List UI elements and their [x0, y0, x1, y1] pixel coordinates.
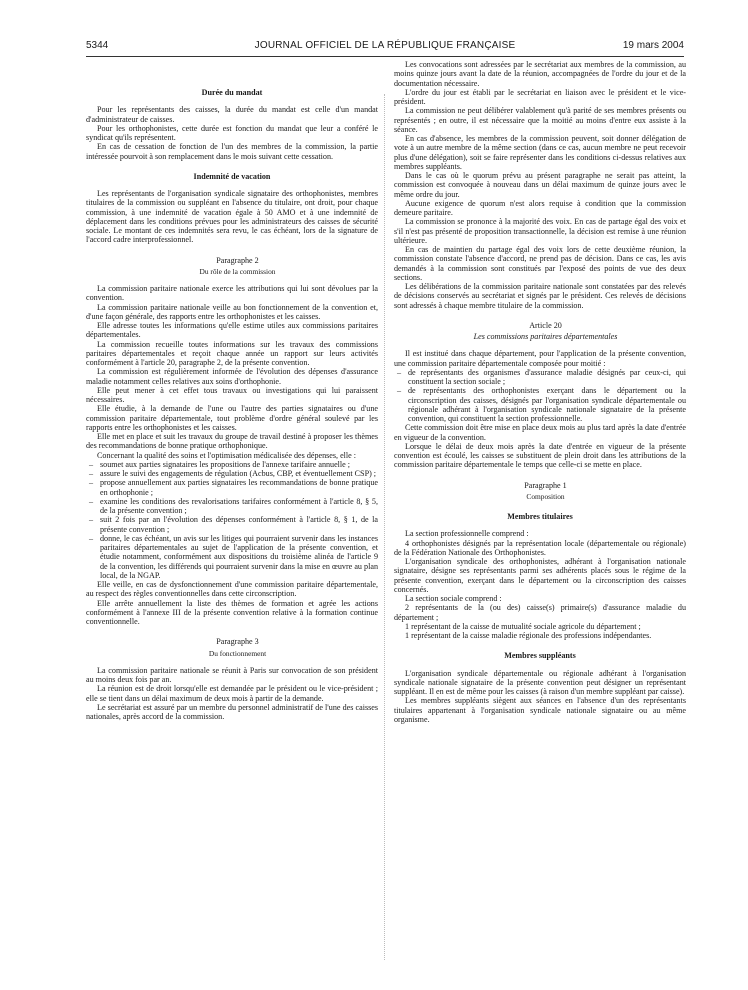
- list-item: – examine les conditions des revalorisations tarifaires conformément à l'article 8, § 5, de la présente convention ;: [86, 497, 378, 516]
- body-paragraph: Les convocations sont adressées par le secrétariat aux membres de la commission, au moins quinze jours avant la date de la réunion, accompagnées de l'ordre du jour et de la documentation nécessaire.: [394, 60, 686, 88]
- dash-list: [394, 368, 686, 424]
- body-paragraph: L'organisation syndicale des orthophonistes, adhérant à l'organisation nationale signataire, désigne ses représentants parmi ses adhérents placés sous le régime de la présente convention, exerçant dans le département ou la circonscription des caisses concernés.: [394, 557, 686, 594]
- header-rule: [86, 56, 684, 57]
- list-item: – donne, le cas échéant, un avis sur les litiges qui pourraient survenir dans les instances paritaires départementales au sujet de l'application de la présente convention, et étudie notamment, conformément aux dispositions du troisième alinéa de l'article 9 de la convention, les différends qui pourraient survenir dans la mise en œuvre au plan local, de la NGAP.: [86, 534, 378, 580]
- paragraph-title: Paragraphe 1: [524, 480, 567, 490]
- journal-title: JOURNAL OFFICIEL DE LA RÉPUBLIQUE FRANÇAISE: [254, 40, 516, 51]
- body-paragraph: Elle arrête annuellement la liste des thèmes de formation et agrée les actions conformément à l'annexe III de la présente convention relative à la formation continue conventionnelle.: [86, 598, 378, 626]
- list-item: – de représentants des organismes d'assurance maladie désignés par ceux-ci, qui constituent la section sociale ;: [394, 368, 686, 387]
- body-paragraph: La section sociale comprend :: [405, 594, 502, 603]
- left-column: [86, 60, 378, 721]
- body-paragraph: Dans le cas où le quorum prévu au présent paragraphe ne serait pas atteint, la commission est convoquée à nouveau dans un délai maximum de quinze jours avec le même ordre du jour.: [394, 171, 686, 199]
- body-paragraph: La commission paritaire nationale se réunit à Paris sur convocation de son président au moins deux fois par an.: [86, 665, 378, 684]
- body-paragraph: En cas de maintien du partage égal des voix lors de cette deuxième réunion, la commission constate l'absence d'accord, ne prend pas de décision. Dans ce cas, les avis demandés à la commission sont constitués par l'exposé des points de vue des deux sections.: [394, 245, 686, 282]
- paragraph-subtitle: Du rôle de la commission: [199, 266, 276, 276]
- body-paragraph: Pour les orthophonistes, cette durée est fonction du mandat que leur a conféré le syndicat qu'ils représentent.: [86, 123, 378, 142]
- paragraph-subtitle: Composition: [526, 491, 565, 501]
- body-paragraph: Il est institué dans chaque département, pour l'application de la présente convention, une commission paritaire départementale composée pour moitié :: [394, 349, 686, 368]
- right-column: [394, 60, 686, 724]
- body-paragraph: 4 orthophonistes désignés par la représentation locale (départementale ou régionale) de la Fédération Nationale des Orthophonistes.: [394, 538, 686, 557]
- body-paragraph: La commission recueille toutes informations sur les travaux des commissions paritaires départementales et reçoit chaque année un rapport sur leurs activités conformément à l'article 20, paragraphe 2, de la présente convention.: [86, 339, 378, 367]
- publication-date: 19 mars 2004: [622, 40, 684, 51]
- body-paragraph: Elle veille, en cas de dysfonctionnement d'une commission paritaire départementale, au respect des règles conventionnelles dans cette circonscription.: [86, 580, 378, 599]
- body-paragraph: 1 représentant de la caisse de mutualité sociale agricole du département ;: [405, 621, 641, 631]
- list-item: – soumet aux parties signataires les propositions de l'annexe tarifaire annuelle ;: [86, 460, 378, 469]
- dash-list: [86, 460, 378, 580]
- body-paragraph: Elle peut mener à cet effet tous travaux ou investigations qui lui paraissent nécessaires.: [86, 385, 378, 404]
- body-paragraph: La commission se prononce à la majorité des voix. En cas de partage égal des voix et s'il n'est pas présenté de proposition transactionnelle, la décision est remise à une réunion ultérieure.: [394, 217, 686, 245]
- body-paragraph: L'organisation syndicale départementale ou régionale adhérant à l'organisation syndicale nationale signataire de la présente convention peut désigner un représentant suppléant. Il en est de même pour les caisses (à raison d'un membre suppléant par caisse).: [394, 668, 686, 696]
- list-item: – assure le suivi des engagements de régulation (Acbus, CBP, et éventuellement CSP) ;: [86, 469, 378, 478]
- body-paragraph: En cas d'absence, les membres de la commission peuvent, soit donner délégation de vote à un autre membre de la même section (dans ce cas, aucun membre ne peut recevoir plus d'une délégation), soit se faire représenter dans les conditions ci-dessus relatives aux membres suppléants.: [394, 134, 686, 171]
- body-paragraph: Cette commission doit être mise en place deux mois au plus tard après la date d'entrée en vigueur de la convention.: [394, 423, 686, 442]
- body-paragraph: La section professionnelle comprend :: [405, 529, 529, 539]
- body-paragraph: Les représentants de l'organisation syndicale signataire des orthophonistes, membres titulaires de la commission ou suppléant en l'absence du titulaire, ont droit, pour chaque commission, à une indemnité de vacation égale à 50 AMO et à une indemnité de déplacement dans les conditions prévues pour les administrateurs des caisses de sécurité sociale. Le montant de ces indemnités sera revu, le cas échéant, lors de la signature de l'accord cadre interprofessionnel.: [86, 189, 378, 245]
- body-paragraph: Pour les représentants des caisses, la durée du mandat est celle d'un mandat d'administrateur de caisses.: [86, 105, 378, 124]
- paragraph-title: Paragraphe 3: [216, 637, 259, 647]
- body-paragraph: Le secrétariat est assuré par un membre du personnel administratif de l'une des caisses nationales, après accord de la commission.: [86, 702, 378, 721]
- page-header: [86, 40, 684, 54]
- body-paragraph: Elle adresse toutes les informations qu'elle estime utiles aux commissions paritaires départementales.: [86, 321, 378, 340]
- list-item: – suit 2 fois par an l'évolution des dépenses conformément à l'article 8, § 1, de la présente convention ;: [86, 515, 378, 534]
- body-paragraph: Les membres suppléants siègent aux séances en l'absence d'un des représentants titulaires appartenant à l'organisation syndicale nationale signataire ou au même organisme.: [394, 696, 686, 724]
- section-heading: Durée du mandat: [201, 88, 263, 97]
- body-paragraph: 2 représentants de la (ou des) caisse(s) primaire(s) d'assurance maladie du département ;: [394, 603, 686, 622]
- section-heading: Membres titulaires: [507, 512, 573, 521]
- paragraph-title: Paragraphe 2: [216, 255, 259, 265]
- paragraph-subtitle: Du fonctionnement: [208, 648, 267, 658]
- body-paragraph: Elle étudie, à la demande de l'une ou l'autre des parties signataires ou d'une commission paritaire départementale, tout problème d'ordre général soulevé par les rapports entre les orthophonistes et les caisses.: [86, 404, 378, 432]
- article-subtitle: Les commissions paritaires départementales: [473, 332, 618, 341]
- body-paragraph: La commission paritaire nationale veille au bon fonctionnement de la convention et, d'une façon générale, des rapports entre les orthophonistes et les caisses.: [86, 302, 378, 321]
- list-item: – de représentants des orthophonistes exerçant dans le département ou la circonscription des caisses, désignés par l'organisation syndicale départementale ou régionale adhérant à l'organisation syndicale nationale signataire de la présente convention, qui constituent la section professionnelle.: [394, 386, 686, 423]
- body-paragraph: Aucune exigence de quorum n'est alors requise à condition que la commission demeure paritaire.: [394, 198, 686, 217]
- body-paragraph: La commission ne peut délibérer valablement qu'à parité de ses membres présents ou représentés ; en outre, il est nécessaire que la moitié au moins d'entre eux assiste à la séance.: [394, 106, 686, 134]
- body-paragraph: En cas de cessation de fonction de l'un des membres de la commission, la partie intéressée pourvoit à son remplacement dans le mois suivant cette cessation.: [86, 142, 378, 161]
- section-heading: Membres suppléants: [504, 651, 576, 661]
- body-paragraph: La commission est régulièrement informée de l'évolution des dépenses d'assurance maladie notamment celles relatives aux soins d'orthophonie.: [86, 367, 378, 386]
- body-paragraph: Lorsque le délai de deux mois après la date d'entrée en vigueur de la présente convention est écoulé, les caisses se substituent de plein droit dans les attributions de la commission paritaire départementale le temps que celle-ci se mette en place.: [394, 441, 686, 470]
- body-paragraph: La réunion est de droit lorsqu'elle est demandée par le président ou le vice-président ; elle se tient dans un délai maximum de deux mois à partir de la demande.: [86, 684, 378, 703]
- body-paragraph: L'ordre du jour est établi par le secrétariat en liaison avec le président et le vice-président.: [394, 87, 686, 106]
- page-number: 5344: [86, 40, 109, 51]
- column-divider: [384, 94, 385, 960]
- body-paragraph: Concernant la qualité des soins et l'optimisation médicalisée des dépenses, elle :: [97, 450, 357, 460]
- body-paragraph: Les délibérations de la commission paritaire nationale sont constatées par des relevés de décisions conservés au secrétariat et signés par le président. Ces relevés de décisions sont adressés à chaque membre titulaire de la commission.: [394, 282, 686, 310]
- body-paragraph: La commission paritaire nationale exerce les attributions qui lui sont dévolues par la convention.: [86, 284, 378, 303]
- list-item: – propose annuellement aux parties signataires les recommandations de bonne pratique en orthophonie ;: [86, 478, 378, 497]
- paragraph-title: Article 20: [529, 320, 562, 330]
- body-paragraph: 1 représentant de la caisse maladie régionale des professions indépendantes.: [405, 631, 652, 640]
- section-heading: Indemnité de vacation: [193, 171, 271, 181]
- body-paragraph: Elle met en place et suit les travaux du groupe de travail destiné à proposer les thèmes des recommandations de bonne pratique orthophonique.: [86, 432, 378, 451]
